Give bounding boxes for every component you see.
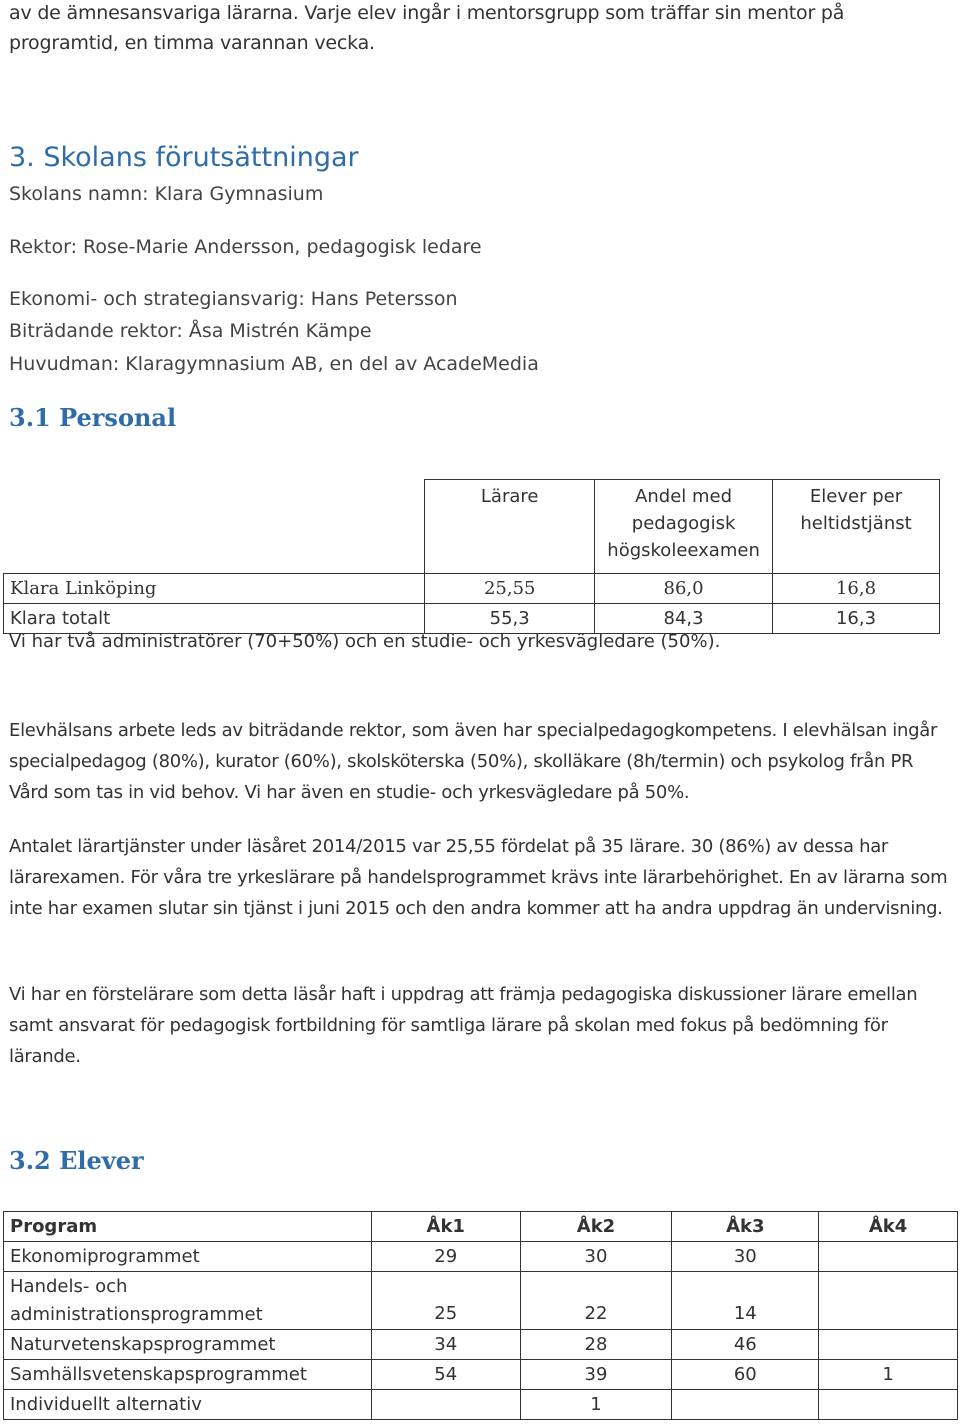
header-year-1: Åk1 bbox=[371, 1212, 520, 1242]
intro-line-2: programtid, en timma varannan vecka. bbox=[9, 32, 375, 54]
table-row bbox=[4, 574, 940, 604]
cell-year-4: 1 bbox=[819, 1360, 958, 1390]
cell-year-2: 28 bbox=[520, 1330, 672, 1360]
paragraph-text: Vi har en förstelärare som detta läsår haft i uppdrag att främja pedagogiska diskussioner lärare emellan samt ansvarat för pedagogisk fortbildning för samtliga lärare på skolan med fokus på bedömning för lärande. bbox=[9, 984, 918, 1067]
cell-year-1: 54 bbox=[371, 1360, 520, 1390]
program-name: Handels- och administrationsprogrammet bbox=[4, 1272, 372, 1330]
cell-year-4 bbox=[819, 1390, 958, 1420]
table-row bbox=[4, 1330, 958, 1360]
cell-year-3: 46 bbox=[672, 1330, 819, 1360]
cell-year-3 bbox=[672, 1390, 819, 1420]
cell-teachers: 55,3 bbox=[425, 604, 595, 634]
table-row bbox=[4, 1272, 958, 1330]
table-row bbox=[4, 1390, 958, 1420]
cell-students-per-fte: 16,3 bbox=[773, 604, 940, 634]
cell-year-3: 14 bbox=[672, 1272, 819, 1330]
table-row bbox=[4, 1242, 958, 1272]
cell-year-1: 34 bbox=[371, 1330, 520, 1360]
staff-note: Vi har två administratörer (70+50%) och en studie- och yrkesvägledare (50%). bbox=[9, 631, 721, 652]
students-table-header bbox=[4, 1212, 958, 1242]
header-program: Program bbox=[4, 1212, 372, 1242]
cell-year-4 bbox=[819, 1242, 958, 1272]
program-name: Naturvetenskapsprogrammet bbox=[4, 1330, 372, 1360]
cell-year-1: 29 bbox=[371, 1242, 520, 1272]
header-year-4: Åk4 bbox=[819, 1212, 958, 1242]
cell-teachers: 25,55 bbox=[425, 574, 595, 604]
personal-heading: 3.1 Personal bbox=[9, 403, 177, 432]
deputy-principal: Biträdande rektor: Åsa Mistrén Kämpe bbox=[9, 320, 372, 342]
cell-students-per-fte: 16,8 bbox=[773, 574, 940, 604]
program-name: Samhällsvetenskapsprogrammet bbox=[4, 1360, 372, 1390]
cell-year-1: 25 bbox=[371, 1272, 520, 1330]
cell-degree-share: 84,3 bbox=[595, 604, 773, 634]
cell-degree-share: 86,0 bbox=[595, 574, 773, 604]
header-year-3: Åk3 bbox=[672, 1212, 819, 1242]
cell-year-1 bbox=[371, 1390, 520, 1420]
header-year-2: Åk2 bbox=[520, 1212, 672, 1242]
header-students-per-fte: Elever per heltidstjänst bbox=[773, 480, 940, 574]
row-label: Klara Linköping bbox=[4, 574, 425, 604]
paragraph-text: Elevhälsans arbete leds av biträdande rektor, som även har specialpedagogkompetens. I elevhälsan ingår specialpedagog (80%), kurator (60%), skolsköterska (50%), skolläkare (8h/termin) och psykolog från PR Vård som tas in vid behov. Vi har även en studie- och yrkesvägledare på 50%. bbox=[9, 720, 938, 803]
students-table bbox=[3, 1211, 958, 1420]
cell-year-3: 30 bbox=[672, 1242, 819, 1272]
section-3-heading: 3. Skolans förutsättningar bbox=[9, 142, 359, 173]
cell-year-4 bbox=[819, 1272, 958, 1330]
header-teacher-degree-share: Andel med pedagogisk högskoleexamen bbox=[595, 480, 773, 574]
cell-year-2: 39 bbox=[520, 1360, 672, 1390]
cell-year-2: 30 bbox=[520, 1242, 672, 1272]
program-name: Ekonomiprogrammet bbox=[4, 1242, 372, 1272]
personal-table-header bbox=[4, 480, 940, 574]
school-name: Skolans namn: Klara Gymnasium bbox=[9, 183, 324, 205]
elever-heading: 3.2 Elever bbox=[9, 1146, 144, 1175]
lead-teacher-paragraph bbox=[9, 979, 949, 1072]
intro-line-1: av de ämnesansvariga lärarna. Varje elev ingår i mentorsgrupp som träffar sin mentor på bbox=[9, 2, 845, 24]
cell-year-4 bbox=[819, 1330, 958, 1360]
principal: Rektor: Rose-Marie Andersson, pedagogisk ledare bbox=[9, 236, 482, 258]
header-teachers: Lärare bbox=[425, 480, 595, 574]
economy-responsible: Ekonomi- och strategiansvarig: Hans Petersson bbox=[9, 288, 458, 310]
personal-table bbox=[3, 479, 940, 634]
table-row bbox=[4, 1360, 958, 1390]
intro-text bbox=[9, 0, 949, 58]
paragraph-text: Antalet lärartjänster under läsåret 2014/2015 var 25,55 fördelat på 35 lärare. 30 (86%) av dessa har lärarexamen. För våra tre yrkeslärare på handelsprogrammet krävs inte lärarbehörighet. En av lärarna som inte har examen slutar sin tjänst i juni 2015 och den andra kommer att ha andra uppdrag än undervisning. bbox=[9, 836, 948, 919]
cell-year-3: 60 bbox=[672, 1360, 819, 1390]
row-label: Klara totalt bbox=[4, 604, 425, 634]
teacher-positions-paragraph bbox=[9, 831, 949, 924]
table-row bbox=[4, 604, 940, 634]
header-empty-cell bbox=[4, 480, 425, 574]
school-owner: Huvudman: Klaragymnasium AB, en del av AcadeMedia bbox=[9, 353, 539, 375]
program-name: Individuellt alternativ bbox=[4, 1390, 372, 1420]
student-health-paragraph bbox=[9, 715, 949, 808]
cell-year-2: 1 bbox=[520, 1390, 672, 1420]
cell-year-2: 22 bbox=[520, 1272, 672, 1330]
